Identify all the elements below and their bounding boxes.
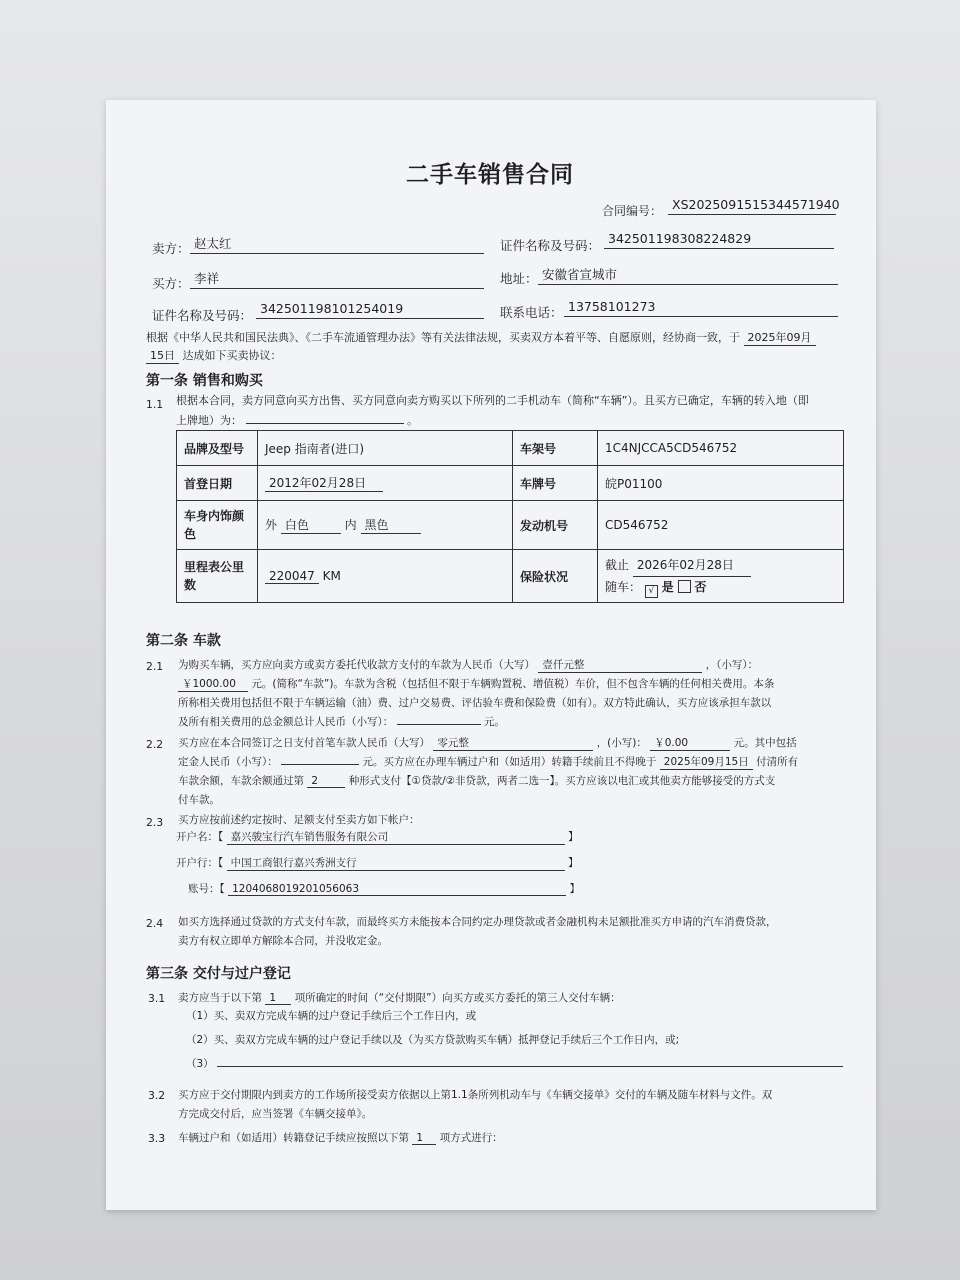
clause-2-1-line1 — [178, 657, 758, 673]
clause-2-3-number: 2.3 — [146, 816, 164, 829]
delivery-option-3: （3） — [186, 1058, 214, 1070]
phone-value: 13758101273 — [564, 299, 838, 317]
payment-method: 2 — [307, 775, 345, 788]
clause-2-2-line3 — [178, 773, 775, 788]
mileage-label: 里程表公里数 — [177, 550, 258, 603]
clause-2-1-f: 元。 — [483, 716, 505, 728]
table-row — [177, 431, 844, 466]
clause-2-2-line1 — [178, 735, 797, 751]
bracket-close: 】 — [567, 857, 579, 869]
brand-value: Jeep 指南者(进口) — [258, 431, 513, 466]
clause-1-1-line2 — [176, 412, 418, 428]
table-row — [177, 466, 844, 501]
ins-until-label: 截止 — [605, 557, 630, 572]
insurance-label: 保险状况 — [513, 550, 598, 603]
contract-page — [106, 100, 876, 1210]
engine-value: CD546752 — [598, 501, 844, 550]
insurance-cell — [598, 550, 844, 603]
seller-label: 卖方： — [152, 241, 190, 256]
clause-2-2-b: ，(小写)： — [596, 737, 647, 749]
brand-label: 品牌及型号 — [177, 431, 258, 466]
bracket-close: 】 — [569, 883, 580, 895]
account-name-row — [176, 829, 578, 845]
clause-2-2-i: 付车款。 — [178, 794, 220, 806]
total-amount-blank — [397, 724, 481, 725]
clause-2-2-f: 付清所有 — [756, 756, 799, 768]
clause-3-3-a: 车辆过户和（如适用）转籍登记手续应按照以下第 — [178, 1132, 409, 1144]
delivery-option-3-blank — [217, 1066, 843, 1067]
clause-1-1-text2: 上牌地）为： — [176, 414, 242, 427]
transfer-option: 1 — [412, 1132, 436, 1145]
preamble-text — [146, 329, 816, 346]
registration-place-blank — [246, 423, 404, 424]
first-reg-value: 2012年02月28日 — [265, 474, 383, 492]
clause-2-1-d: 所称相关费用包括但不限于车辆运输（油）费、过户交易费、评估验车费和保险费（如有）。双方特此确认，买方应该承担车款以 — [178, 697, 772, 709]
clause-2-1-line2 — [178, 676, 774, 692]
plate-value: 皖P01100 — [598, 466, 844, 501]
clause-2-2-line2 — [178, 754, 798, 770]
vin-label: 车架号 — [513, 431, 598, 466]
checkbox-yes[interactable]: √ — [645, 585, 658, 598]
price-lower: ￥1000.00 — [178, 676, 248, 692]
article-2-heading: 第二条 车款 — [146, 633, 221, 649]
buyer-id-value: 342501198101254019 — [256, 301, 484, 319]
preamble-date-b: 15日 — [146, 347, 179, 364]
ins-until-value: 2026年02月28日 — [633, 555, 751, 577]
clause-2-2-e: 元。买方应在办理车辆过户和（如适用）转籍手续前且不得晚于 — [362, 756, 657, 768]
bank-value: 中国工商银行嘉兴秀洲支行 — [227, 855, 565, 871]
clause-3-3-b: 项方式进行： — [439, 1132, 503, 1144]
clause-2-1-a: 为购买车辆，买方应向卖方或卖方委托代收款方支付的车款为人民币（大写） — [178, 659, 535, 671]
preamble-line2 — [146, 347, 282, 364]
clause-2-1-c: 元。(简称“车款”)。车款为含税（包括但不限于车辆购置税、增值税）车价，但不包含车辆的任何相关费用。本条 — [251, 678, 775, 690]
vehicle-info-table — [176, 430, 844, 603]
yes-label: 是 — [661, 579, 674, 594]
account-no-row — [188, 881, 580, 896]
with-car-label: 随车： — [605, 579, 642, 594]
mileage-cell — [258, 550, 513, 603]
delivery-option: 1 — [265, 992, 291, 1005]
phone-label: 联系电话： — [500, 305, 563, 320]
clause-2-2-number: 2.2 — [146, 738, 164, 751]
seller-name: 赵太红 — [190, 236, 484, 254]
table-row — [177, 501, 844, 550]
color-out-value: 白色 — [281, 516, 341, 534]
clause-3-1-line1 — [178, 990, 621, 1005]
contract-no-value: XS2025091515344571940 — [668, 197, 836, 215]
clause-1-1-number: 1.1 — [146, 398, 164, 411]
contract-no-label: 合同编号： — [602, 204, 663, 218]
buyer-label: 买方： — [152, 276, 190, 291]
clause-2-1-b: ，（小写）： — [705, 659, 759, 671]
mileage-value: 220047 — [265, 569, 319, 584]
clause-2-2-d: 定金人民币（小写）： — [178, 756, 278, 768]
clause-3-3-number: 3.3 — [148, 1132, 166, 1145]
clause-2-4-number: 2.4 — [146, 917, 164, 930]
buyer-id-label: 证件名称及号码： — [152, 308, 253, 323]
account-name-label: 开户名：【 — [176, 831, 224, 843]
account-no-label: 账号：【 — [188, 883, 225, 895]
clause-3-1-a: 卖方应当于以下第 — [178, 992, 262, 1004]
clause-2-4-a: 如买方选择通过贷款的方式支付车款，而最终买方未能按本合同约定办理贷款或者金融机构未足额批准买方申请的汽车消费贷款， — [178, 916, 777, 928]
address-label: 地址： — [500, 271, 538, 286]
clause-1-1-end: 。 — [407, 414, 418, 427]
clause-3-3-line — [178, 1130, 503, 1145]
clause-2-4-b: 卖方有权立即单方解除本合同，并没收定金。 — [178, 935, 388, 947]
clause-2-2-a: 买方应在本合同签订之日支付首笔车款人民币（大写） — [178, 737, 430, 749]
clause-2-2-h: 种形式支付【①贷款/②非贷款，两者二选一】。买方应该以电汇或其他卖方能够接受的方式支 — [348, 775, 776, 787]
color-out-label: 外 — [265, 518, 278, 532]
first-reg-cell — [258, 466, 513, 501]
preamble-date-a: 2025年09月 — [744, 329, 816, 346]
engine-label: 发动机号 — [513, 501, 598, 550]
article-3-heading: 第三条 交付与过户登记 — [146, 966, 291, 982]
clause-3-2-number: 3.2 — [148, 1089, 166, 1102]
clause-2-1-e: 及所有相关费用的总金额总计人民币（小写）： — [178, 716, 394, 728]
clause-2-3-a: 买方应按前述约定按时、足额支付至卖方如下帐户： — [178, 814, 420, 826]
seller-id-label: 证件名称及号码： — [500, 238, 601, 253]
account-no-value: 1204068019201056063 — [228, 883, 566, 896]
bracket-close: 】 — [567, 831, 579, 843]
bank-row — [176, 855, 578, 871]
first-payment-upper: 零元整 — [433, 735, 593, 751]
color-in-value: 黑色 — [361, 516, 421, 534]
seller-id-value: 342501198308224829 — [604, 231, 834, 249]
color-in-label: 内 — [344, 518, 357, 532]
clause-2-2-g: 车款余额，车款余额通过第 — [178, 775, 304, 787]
buyer-name: 李祥 — [190, 271, 484, 289]
first-reg-label: 首登日期 — [177, 466, 258, 501]
first-payment-lower: ￥0.00 — [650, 735, 730, 751]
plate-label: 车牌号 — [513, 466, 598, 501]
delivery-option-3-row — [186, 1056, 843, 1071]
clause-2-1-number: 2.1 — [146, 660, 164, 673]
mileage-unit: KM — [322, 568, 341, 583]
address-value: 安徽省宣城市 — [538, 267, 838, 285]
checkbox-no[interactable] — [678, 580, 691, 593]
table-row — [177, 550, 844, 603]
account-name-value: 嘉兴骏宝行汽车销售服务有限公司 — [227, 829, 565, 845]
clause-3-1-number: 3.1 — [148, 992, 166, 1005]
color-label: 车身内饰颜色 — [177, 501, 258, 550]
clause-1-1-text: 根据本合同，卖方同意向买方出售、买方同意向卖方购买以下所列的二手机动车（简称“车辆”）。且买方已确定，车辆的转入地（即 — [176, 394, 809, 407]
vin-value: 1C4NJCCA5CD546752 — [598, 431, 844, 466]
clause-3-1-b: 项所确定的时间（“交付期限”）向买方或买方委托的第三人交付车辆： — [294, 992, 621, 1004]
preamble-tail: 达成如下买卖协议： — [182, 349, 282, 362]
price-upper: 壹仟元整 — [538, 657, 702, 673]
color-cell — [258, 501, 513, 550]
clause-3-2-b: 方完成交付后，应当签署《车辆交接单》。 — [178, 1108, 373, 1120]
article-1-heading: 第一条 销售和购买 — [146, 373, 263, 389]
delivery-option-2: （2）买、卖双方完成车辆的过户登记手续以及（为买方贷款购买车辆）抵押登记手续后三个工作日内，或; — [186, 1034, 680, 1046]
no-label: 否 — [694, 579, 707, 594]
bank-label: 开户行：【 — [176, 857, 224, 869]
clause-2-1-line4 — [178, 714, 505, 729]
balance-deadline: 2025年09月15日 — [660, 754, 753, 770]
clause-3-2-a: 买方应于交付期限内到卖方的工作场所接受卖方依据以上第1.1条所列机动车与《车辆交接单》交付的车辆及随车材料与文件。双 — [178, 1089, 773, 1101]
clause-2-2-c: 元。其中包括 — [733, 737, 797, 749]
delivery-option-1: （1）买、卖双方完成车辆的过户登记手续后三个工作日内，或 — [186, 1010, 477, 1022]
preamble-main: 根据《中华人民共和国民法典》、《二手车流通管理办法》等有关法律法规，买卖双方本着平等、自愿原则，经协商一致，于 — [146, 331, 740, 344]
deposit-blank — [281, 764, 359, 765]
document-title: 二手车销售合同 — [406, 162, 574, 188]
